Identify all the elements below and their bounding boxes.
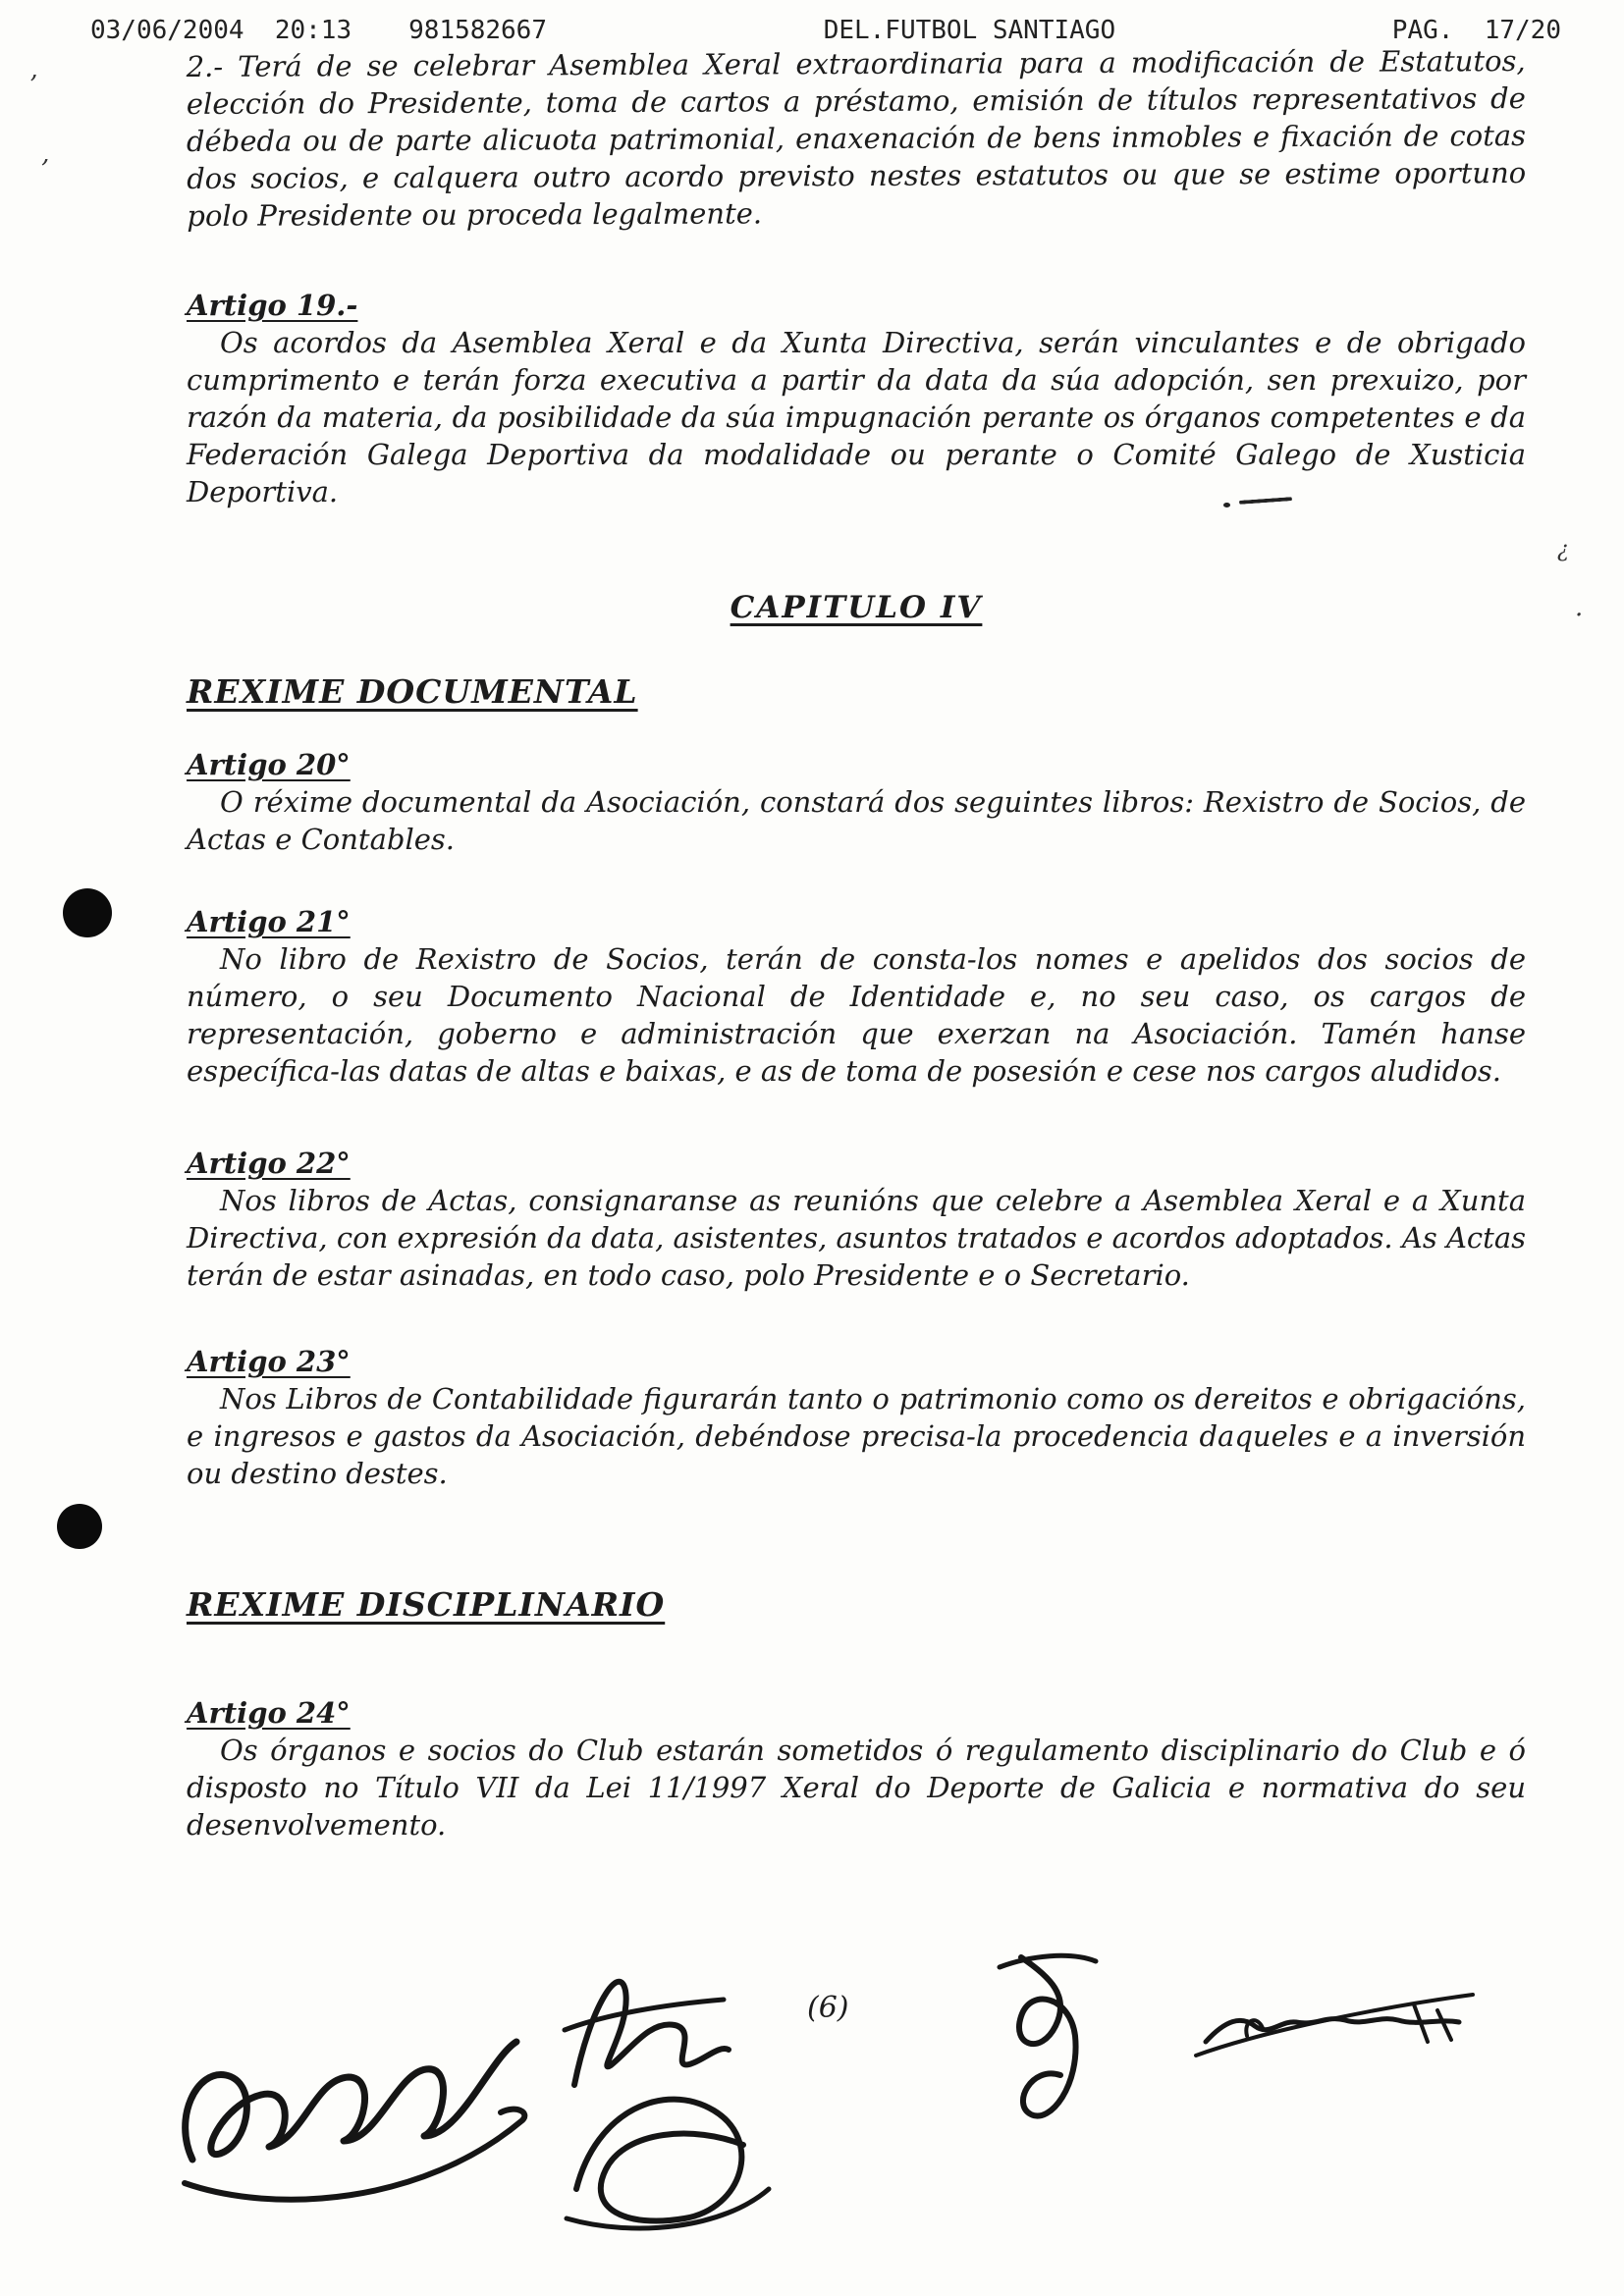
artigo-20-paragraph: O réxime documental da Asociación, constará dos seguintes libros: Rexistro de Socios, de Actas e Contables. [187, 785, 1526, 856]
signature-5 [1186, 1961, 1486, 2094]
artigo-19-heading: Artigo 19.- [187, 289, 358, 322]
artigo-22-heading: Artigo 22° [187, 1147, 351, 1180]
artigo-24-heading: Artigo 24° [187, 1696, 351, 1730]
artigo-23-paragraph: Nos Libros de Contabilidade figurarán tanto o patrimonio como os dereitos e obrigacións, e ingresos e gastos da Asociación, debéndose precisa-la procedencia daqueles e a inversión ou destino destes. [187, 1382, 1526, 1490]
fax-number: 981582667 [408, 16, 547, 45]
capitulo-iv-heading: CAPITULO IV [730, 590, 983, 625]
scan-artifact: ‚ [41, 139, 50, 169]
rexime-disciplinario-heading: REXIME DISCIPLINARIO [187, 1585, 666, 1624]
hole-punch-mark [63, 888, 112, 937]
artigo-20-heading: Artigo 20° [187, 748, 351, 781]
artigo-24-paragraph: Os órganos e socios do Club estarán sometidos ó regulamento disciplinario do Club e ó disposto no Título VII da Lei 11/1997 Xeral do Deporte de Galicia e normativa do seu desenvolvemento. [187, 1734, 1526, 1842]
artigo-22-paragraph: Nos libros de Actas, consignaranse as reunións que celebre a Asemblea Xeral e a Xunta Directiva, con expresión da data, asistentes, asuntos tratados e acordos adoptados. As Actas terán de estar asinadas, en todo caso, polo Presidente e o Secretario. [187, 1184, 1526, 1292]
clause-2-paragraph: 2.- Terá de se celebrar Asemblea Xeral extraordinaria para a modificación de Estatutos, elección do Presidente, toma de cartos a préstamo, emisión de títulos representativos de débeda ou de parte alicuota patrimonial, enaxenación de bens inmobles e fixación de cotas dos socios, e calquera outro acordo previsto nestes estatutos ou que se estime oportuno polo Presidente ou proceda legalmente. [186, 44, 1527, 233]
artigo-21-heading: Artigo 21° [187, 905, 351, 938]
scan-artifact: ’ [29, 71, 38, 100]
document-body [0, 45, 1624, 1843]
rexime-documental-heading: REXIME DOCUMENTAL [187, 672, 638, 711]
handwritten-dash-mark [1223, 503, 1230, 507]
signature-4 [960, 1936, 1127, 2147]
signature-count-label: (6) [807, 1991, 849, 2025]
scan-artifact: ¿ [1557, 538, 1569, 562]
fax-sender: DEL.FUTBOL SANTIAGO [823, 16, 1116, 45]
scan-artifact: · [1575, 601, 1584, 630]
fax-page-indicator: PAG. 17/20 [1391, 16, 1561, 45]
hole-punch-mark [57, 1504, 102, 1549]
fax-header-left [90, 16, 547, 45]
signature-3 [545, 2069, 776, 2241]
signature-1 [165, 1971, 548, 2216]
artigo-21-paragraph: No libro de Rexistro de Socios, terán de consta-los nomes e apelidos dos socios de número, o seu Documento Nacional de Identidade e, no seu caso, os cargos de representación, goberno e administración que exerzan na Asociación. Tamén hanse específica-las datas de altas e baixas, e as de toma de posesión e cese nos cargos aludidos. [187, 942, 1526, 1088]
artigo-23-heading: Artigo 23° [187, 1345, 351, 1378]
fax-datetime: 03/06/2004 20:13 [90, 16, 352, 45]
fax-header [0, 0, 1624, 45]
artigo-19-paragraph: Os acordos da Asemblea Xeral e da Xunta Directiva, serán vinculantes e de obrigado cumprimento e terán forza executiva a partir da data da súa adopción, sen prexuizo, por razón da materia, da posibilidade da súa impugnación perante os órganos competentes e da Federación Galega Deportiva da modalidade ou perante o Comité Galego de Xusticia Deportiva. [187, 326, 1526, 508]
